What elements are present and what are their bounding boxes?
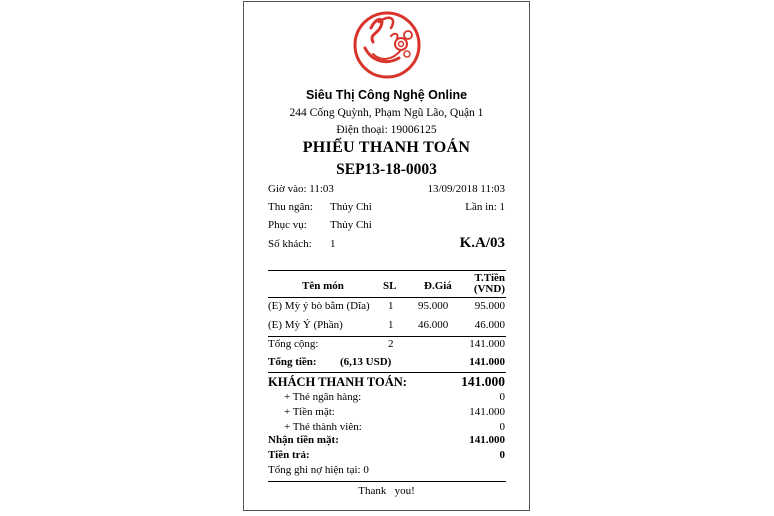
subtotal-qty: 2 (388, 338, 394, 350)
receipt-title: PHIẾU THANH TOÁN (302, 139, 471, 156)
payment-method-amount: 0 (499, 391, 505, 403)
divider (268, 270, 506, 271)
col-header-price: Đ.Giá (424, 280, 452, 292)
payment-method-amount: 141.000 (469, 406, 505, 418)
divider (268, 372, 506, 373)
receipt-number: SEP13-18-0003 (336, 161, 437, 178)
payment-method-label: + Thẻ ngân hàng: (284, 391, 362, 403)
table-row-price: 95.000 (418, 300, 449, 312)
change-label: Tiền trả: (268, 449, 310, 461)
receipt (243, 1, 530, 511)
table-row-item-name: (E) Mỳ ý bò bằm (Dĩa) (268, 300, 370, 312)
payment-amount: 141.000 (461, 374, 505, 389)
server-label: Phục vụ: (268, 219, 307, 231)
col-header-total (474, 272, 505, 295)
payment-method-label: + Thẻ thành viên: (284, 421, 362, 433)
subtotal-amount: 141.000 (469, 338, 505, 350)
table-code: K.A/03 (459, 235, 505, 251)
total-label: Tổng tiền: (268, 356, 317, 368)
store-logo-icon (351, 8, 423, 80)
print-count: Lần in: 1 (465, 201, 505, 213)
table-row-item-name: (E) Mỳ Ý (Phần) (268, 319, 343, 331)
store-address: 244 Cống Quỳnh, Phạm Ngũ Lão, Quận 1 (289, 107, 484, 119)
col-header-qty: SL (383, 280, 397, 292)
col-header-item: Tên món (302, 280, 344, 292)
table-row-price: 46.000 (418, 319, 449, 331)
debt-label: Tổng ghi nợ hiện tại: 0 (268, 464, 369, 476)
total-amount: 141.000 (469, 356, 505, 368)
server-name: Thủy Chi (330, 219, 372, 231)
payment-label: KHÁCH THANH TOÁN: (268, 375, 407, 389)
col-header-total-line2: (VND) (473, 283, 505, 295)
table-row-total: 46.000 (474, 319, 505, 331)
store-name: Siêu Thị Công Nghệ Online (305, 88, 468, 102)
change-amount: 0 (499, 449, 505, 461)
payment-method-label: + Tiền mặt: (284, 406, 335, 418)
divider (268, 336, 506, 337)
subtotal-label: Tổng cộng: (268, 338, 319, 350)
cash-received-label: Nhận tiền mặt: (268, 434, 339, 446)
divider (268, 481, 506, 482)
col-header-total-line1: T.Tiền (474, 272, 505, 284)
divider (268, 297, 506, 298)
cashier-label: Thu ngân: (268, 201, 313, 213)
store-phone: Điện thoại: 19006125 (336, 124, 437, 136)
payment-method-amount: 0 (499, 421, 505, 433)
guests-label: Số khách: (268, 238, 312, 250)
table-row-qty: 1 (388, 319, 394, 331)
table-row-qty: 1 (388, 300, 394, 312)
cash-received-amount: 141.000 (469, 434, 505, 446)
checkin-time: Giờ vào: 11:03 (268, 183, 334, 195)
total-usd: (6,13 USD) (340, 356, 392, 368)
table-row-total: 95.000 (474, 300, 505, 312)
receipt-datetime: 13/09/2018 11:03 (427, 183, 505, 195)
guests-count: 1 (330, 238, 336, 250)
cashier-name: Thủy Chi (330, 201, 372, 213)
thank-you-text: Thank you! (358, 485, 415, 497)
